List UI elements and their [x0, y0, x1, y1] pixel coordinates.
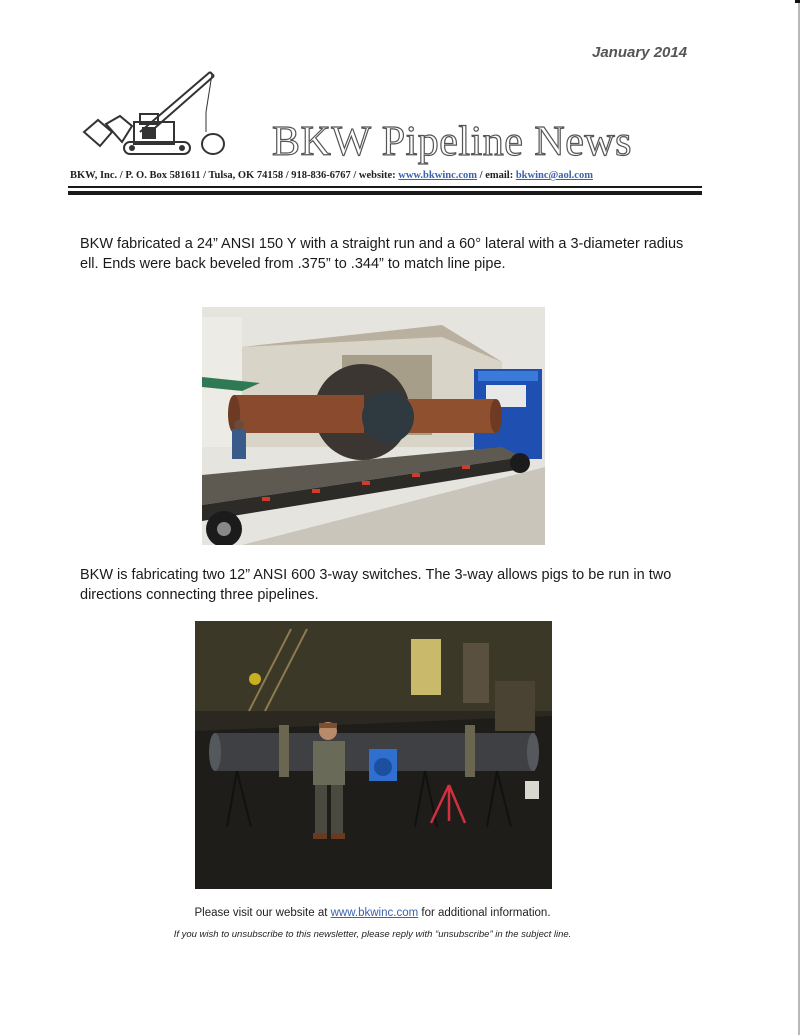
contact-email-label: / email:: [477, 170, 516, 181]
three-way-switch-photo: [195, 621, 552, 889]
article-paragraph: BKW is fabricating two 12” ANSI 600 3-way switches. The 3-way allows pigs to be run in two directions connecting three pipelines.: [80, 567, 672, 603]
newsletter-title: BKW Pipeline News: [272, 119, 633, 165]
visit-text: Please visit our website at: [194, 907, 331, 919]
article-paragraph: BKW fabricated a 24” ANSI 150 Y with a straight run and a 60° lateral with a 3-diameter radius ell. Ends were back beveled from .375” to .344” to match line pipe.: [80, 236, 684, 272]
unsubscribe-note: If you wish to unsubscribe to this newsletter, please reply with “unsubscribe” in the subject line.: [173, 929, 572, 940]
scan-edge-mark: [795, 0, 800, 3]
header-rule-thin: [68, 186, 702, 188]
website-visit-line: [0, 907, 745, 919]
email-link[interactable]: bkwinc@aol.com: [515, 170, 593, 181]
newsletter-date: January 2014: [592, 44, 688, 61]
visit-text-suffix: for additional information.: [418, 907, 551, 919]
header-rule-thick: [68, 191, 702, 195]
pipelayer-logo-icon: [78, 62, 228, 162]
footer-website-link[interactable]: www.bkwinc.com: [330, 907, 419, 919]
contact-address: BKW, Inc. / P. O. Box 581611 / Tulsa, OK 74158 / 918-836-6767 / website:: [70, 170, 399, 181]
fabricated-y-photo: [202, 307, 545, 545]
contact-line: [70, 170, 710, 181]
website-link[interactable]: www.bkwinc.com: [398, 170, 478, 181]
